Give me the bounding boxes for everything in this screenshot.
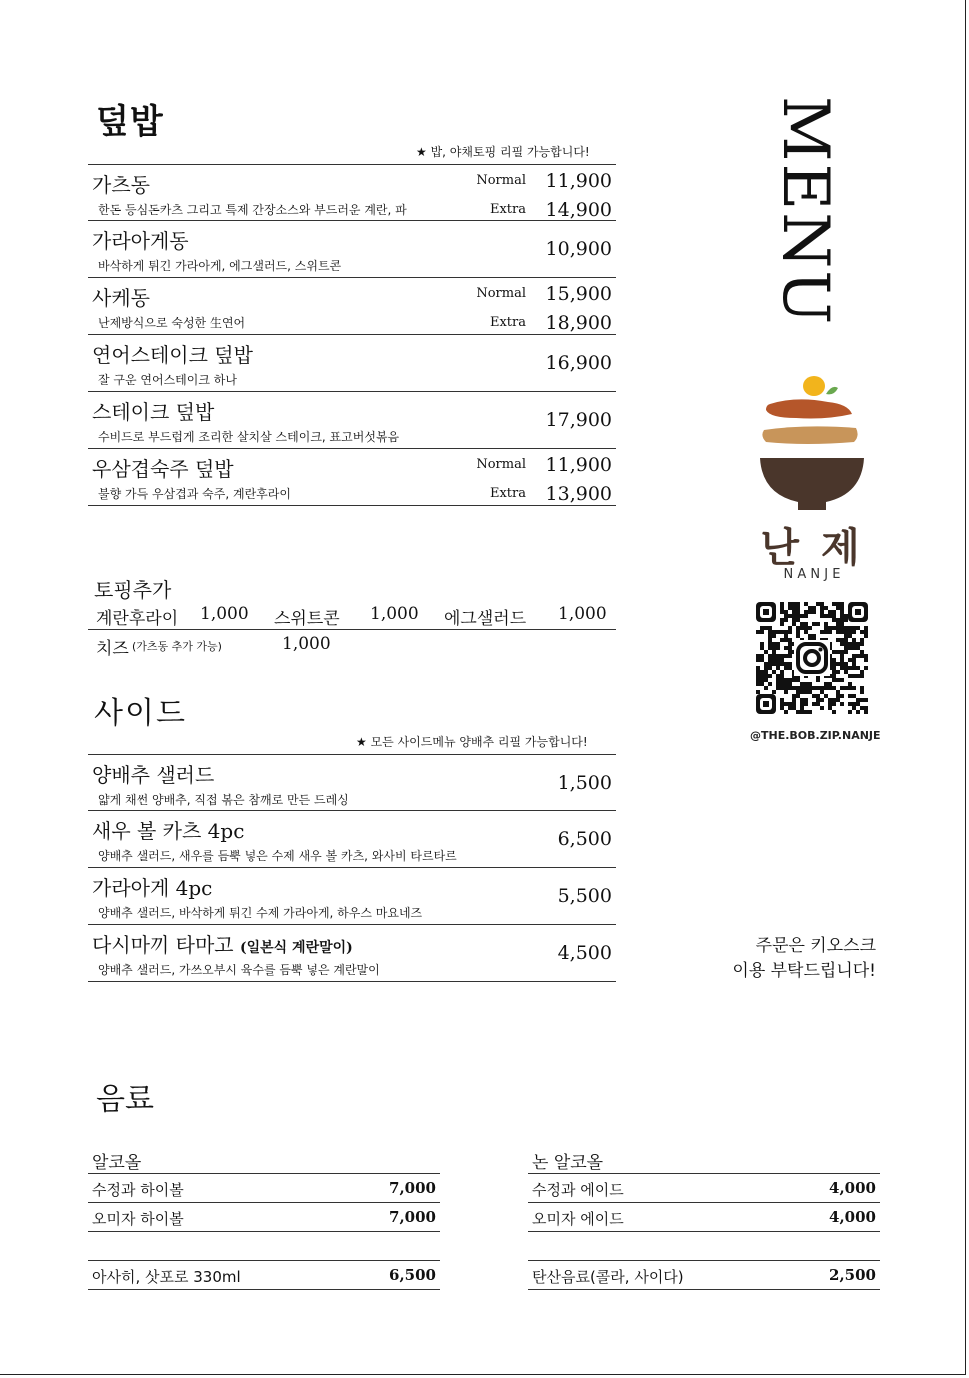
side-title: 사이드 [94,696,187,731]
drink-name: 아사히, 삿포로 330ml [92,1268,241,1286]
drink-price: 4,000 [829,1208,876,1226]
instagram-qr-code[interactable] [756,602,868,714]
menu-item-desc: 양배추 샐러드, 새우를 듬뿍 넣은 수제 새우 볼 카츠, 와사비 타르타르 [98,849,457,863]
menu-row[interactable] [88,221,616,278]
topping-price: 1,000 [200,604,249,624]
drink-price: 2,500 [829,1266,876,1284]
menu-item-desc: 난제방식으로 숙성한 生연어 [98,316,246,330]
menu-row[interactable] [88,164,616,221]
drink-price: 4,000 [829,1179,876,1197]
menu-item-name: 연어스테이크 덮밥 [92,343,253,367]
topping-sub: (가츠동 추가 가능) [132,640,222,653]
logo-english: N A N J E [783,567,841,582]
donburi-table [88,164,616,506]
menu-row[interactable] [88,335,616,392]
menu-item-desc: 한돈 등심돈카츠 그리고 특제 간장소스와 부드러운 계란, 파 [98,203,407,217]
drink-name: 수정과 하이볼 [92,1181,184,1199]
topping-price: 1,000 [370,604,419,624]
side-table [88,754,616,982]
drink-row[interactable] [88,1261,440,1290]
drink-row[interactable] [88,1174,440,1203]
menu-item-name: 가라아게 4pc [92,876,213,900]
price-extra: 18,900 [545,312,612,334]
drink-name: 오미자 에이드 [532,1210,624,1228]
kiosk-notice-line2: 이용 부탁드립니다! [732,961,876,981]
donburi-refill-note: ★ 밥, 야채토핑 리필 가능합니다! [416,145,590,159]
kiosk-notice-line1: 주문은 키오스크 [755,936,876,956]
menu-item-name [92,929,353,958]
size-extra: Extra [489,486,526,501]
menu-item-desc: 수비드로 부드럽게 조리한 살치살 스테이크, 표고버섯볶음 [98,430,400,444]
menu-vertical-title [770,96,840,356]
size-extra: Extra [489,202,526,217]
donburi-title: 덮밥 [96,102,164,142]
menu-item-name: 사케동 [92,286,150,310]
menu-item-price: 5,500 [557,885,612,907]
logo-korean: 난 제 [760,525,864,571]
rice-bowl-logo-icon [756,374,868,514]
alcohol-table [88,1148,440,1290]
menu-item-desc: 양배추 샐러드, 바삭하게 튀긴 수제 가라아게, 하우스 마요네즈 [98,906,423,920]
instagram-handle[interactable]: @THE.BOB.ZIP.NANJE [750,729,881,742]
price-normal: 11,900 [545,170,612,192]
price-extra: 14,900 [545,199,612,221]
non-alcohol-header: 논 알코올 [528,1148,880,1174]
topping-name: 치즈 [96,639,129,659]
menu-item-price: 16,900 [545,352,612,374]
menu-row[interactable] [88,278,616,335]
menu-row[interactable] [88,754,616,811]
drink-row[interactable] [88,1203,440,1232]
size-extra: Extra [489,315,526,330]
menu-row[interactable] [88,868,616,925]
drink-row-empty [528,1232,880,1261]
drink-row[interactable] [528,1261,880,1290]
drink-name: 오미자 하이볼 [92,1210,184,1228]
topping-price: 1,000 [282,634,331,654]
menu-item-price: 6,500 [557,828,612,850]
menu-item-desc: 양배추 샐러드, 가쓰오부시 육수를 듬뿍 넣은 계란말이 [98,963,380,977]
topping-row-2 [88,630,388,658]
drinks-title: 음료 [96,1082,154,1117]
menu-word: MENU [768,96,842,327]
menu-item-price: 10,900 [545,238,612,260]
topping-name: 에그샐러드 [444,609,527,629]
menu-item-desc: 잘 구운 연어스테이크 하나 [98,373,237,387]
drink-row[interactable] [528,1203,880,1232]
topping-title: 토핑추가 [94,578,172,602]
menu-item-name: 우삼겹숙주 덮밥 [92,457,234,481]
drink-price: 7,000 [389,1208,436,1226]
drink-row[interactable] [528,1174,880,1203]
alcohol-header: 알코올 [88,1148,440,1174]
topping-name: 계란후라이 [96,609,179,629]
menu-item-desc: 바삭하게 튀긴 가라아게, 에그샐러드, 스위트콘 [98,259,342,273]
menu-item-name-main: 다시마끼 타마고 [92,933,234,957]
drink-price: 6,500 [389,1266,436,1284]
menu-item-name: 스테이크 덮밥 [92,400,215,424]
menu-item-name-sub: (일본식 계란말이) [239,940,353,956]
non-alcohol-table [528,1148,880,1290]
drink-row-empty [88,1232,440,1261]
price-extra: 13,900 [545,483,612,505]
kiosk-notice [690,934,876,984]
size-normal: Normal [476,173,526,188]
topping-row-1 [88,600,616,630]
menu-item-name: 양배추 샐러드 [92,763,215,787]
size-normal: Normal [476,286,526,301]
menu-item-price: 17,900 [545,409,612,431]
size-normal: Normal [476,457,526,472]
drink-name: 수정과 에이드 [532,1181,624,1199]
menu-item-price: 1,500 [557,772,612,794]
topping-name: 스위트콘 [274,609,340,629]
menu-row[interactable] [88,925,616,982]
topping-price: 1,000 [558,604,607,624]
menu-item-name: 가라아게동 [92,229,189,253]
menu-item-name: 가츠동 [92,173,150,197]
price-normal: 15,900 [545,283,612,305]
menu-item-price: 4,500 [557,942,612,964]
menu-row[interactable] [88,392,616,449]
side-refill-note: ★ 모든 사이드메뉴 양배추 리필 가능합니다! [356,735,588,749]
drink-name: 탄산음료(콜라, 사이다) [532,1268,684,1286]
menu-item-desc: 얇게 채썬 양배추, 직접 볶은 참깨로 만든 드레싱 [98,793,349,807]
drink-price: 7,000 [389,1179,436,1197]
menu-row[interactable] [88,449,616,506]
menu-item-desc: 불향 가득 우삼겹과 숙주, 계란후라이 [98,487,291,501]
menu-item-name: 새우 볼 카츠 4pc [92,819,245,843]
menu-row[interactable] [88,811,616,868]
price-normal: 11,900 [545,454,612,476]
